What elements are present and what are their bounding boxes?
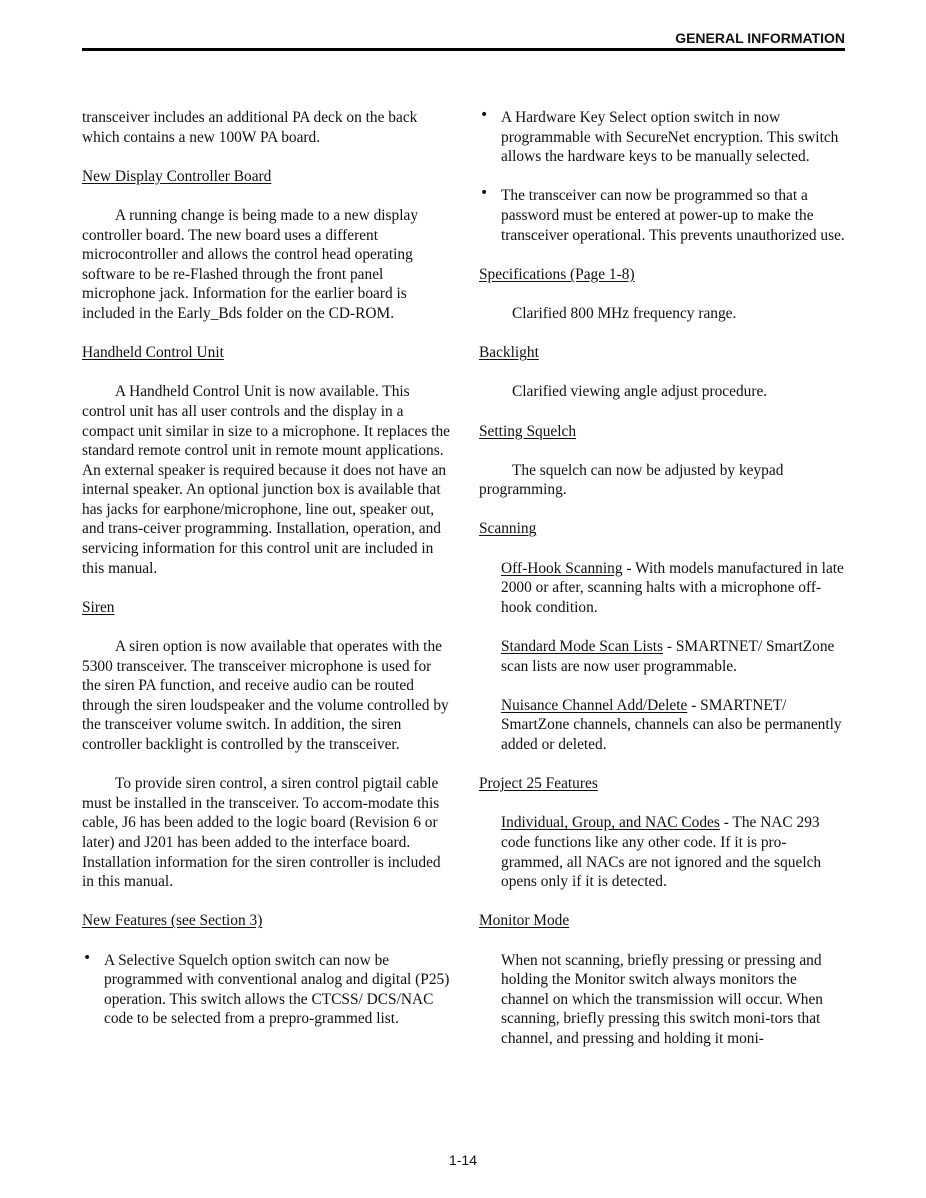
bullet-icon: •: [480, 107, 489, 123]
siren-paragraph-1: A siren option is now available that operates with the 5300 transceiver. The transceiver microphone is used for the siren PA function, and receive audio can be routed through the siren loudspeaker and the volume controlled by the transceiver volume switch. In addition, the siren controller backlight is controlled by the transceiver.: [82, 638, 449, 753]
page-footer: [0, 1152, 926, 1168]
setting-squelch-heading: Setting Squelch: [479, 422, 577, 440]
backlight-paragraph: Clarified viewing angle adjust procedure.: [512, 383, 768, 401]
nuisance-channel-label: Nuisance Channel Add/Delete: [501, 696, 688, 714]
off-hook-scanning-label: Off-Hook Scanning: [501, 559, 623, 577]
siren-heading: Siren: [82, 598, 115, 616]
monitor-mode-paragraph: When not scanning, briefly pressing or pressing and holding the Monitor switch always monitors the channel on which the transmission will occur. When scanning, briefly pressing this switch moni-tors that channel, and pressing and holding it moni-: [501, 951, 823, 1047]
feature-bullet-text: A Hardware Key Select option switch in now programmable with SecureNet encryption. This switch allows the hardware keys to be manually selected.: [501, 109, 839, 166]
handheld-control-heading: Handheld Control Unit: [82, 344, 224, 362]
scan-lists-paragraph: [479, 637, 847, 676]
nac-codes-label: Individual, Group, and NAC Codes: [501, 814, 720, 832]
intro-paragraph: transceiver includes an additional PA deck on the back which contains a new 100W PA board.: [82, 109, 418, 146]
feature-bullet-text: The transceiver can now be programmed so that a password must be entered at power-up to make the transceiver operational. This prevents unauthorized use.: [501, 187, 845, 244]
nac-codes-text: - The NAC 293 code functions like any other code. If it is pro-grammed, all NACs are not ignored and the squelch opens only if it is detected.: [501, 814, 822, 891]
new-features-heading: New Features (see Section 3): [82, 912, 263, 930]
bullet-icon: •: [480, 185, 489, 202]
display-controller-paragraph: A running change is being made to a new display controller board. The new board uses a different microcontroller and allows the control head operating software to be re-Flashed through the front panel microphone jack. Information for the earlier board is included in the Early_Bds folder on the CD-ROM.: [82, 206, 419, 322]
right-column: [479, 108, 847, 1068]
nac-codes-paragraph: [479, 813, 847, 891]
scanning-heading: Scanning: [479, 520, 537, 538]
feature-bullet-text: A Selective Squelch option switch can now be programmed with conventional analog and digital (P25) operation. This switch allows the CTCSS/ DCS/NAC code to be selected from a prepro-grammed list.: [104, 951, 450, 1028]
feature-bullet-item: [82, 951, 450, 1029]
specifications-heading: Specifications (Page 1-8): [479, 265, 635, 283]
feature-bullet-item: [479, 186, 847, 245]
off-hook-scanning-paragraph: [479, 559, 847, 618]
left-column: [82, 108, 450, 1049]
header-title: GENERAL INFORMATION: [675, 30, 845, 46]
scan-lists-text: - SMARTNET/ SmartZone scan lists are now user programmable.: [501, 638, 835, 675]
page-header: [82, 29, 845, 51]
project-25-heading: Project 25 Features: [479, 775, 598, 793]
setting-squelch-paragraph: The squelch can now be adjusted by keypad programming.: [479, 461, 784, 499]
monitor-mode-heading: Monitor Mode: [479, 912, 570, 930]
off-hook-scanning-text: - With models manufactured in late 2000 or after, scanning halts with a microphone off-hook condition.: [501, 559, 844, 616]
nuisance-channel-text: - SMARTNET/ SmartZone channels, channels can also be permanently added or deleted.: [501, 696, 842, 753]
backlight-heading: Backlight: [479, 344, 539, 362]
nuisance-channel-paragraph: [479, 696, 847, 755]
scan-lists-label: Standard Mode Scan Lists: [501, 638, 664, 656]
siren-paragraph-2: To provide siren control, a siren control pigtail cable must be installed in the transceiver. To accom-modate this cable, J6 has been added to the logic board (Revision 6 or later) and J201 has been added to the interface board. Installation information for the siren controller is included in this manual.: [82, 775, 441, 891]
feature-bullet-item: [479, 108, 847, 167]
display-controller-heading: New Display Controller Board: [82, 167, 272, 185]
handheld-control-paragraph: A Handheld Control Unit is now available. This control unit has all user controls and the display in a compact unit similar in size to a microphone. It replaces the standard remote control unit in remote mount applications. An external speaker is required because it does not have an internal speaker. An optional junction box is available that has jacks for earphone/microphone, line out, speaker out, and trans-ceiver programming. Installation, operation, and servicing information for this control unit are included in this manual.: [82, 383, 450, 577]
bullet-icon: •: [83, 949, 92, 966]
page-number: 1-14: [448, 1152, 478, 1168]
specifications-paragraph: Clarified 800 MHz frequency range.: [512, 304, 737, 322]
